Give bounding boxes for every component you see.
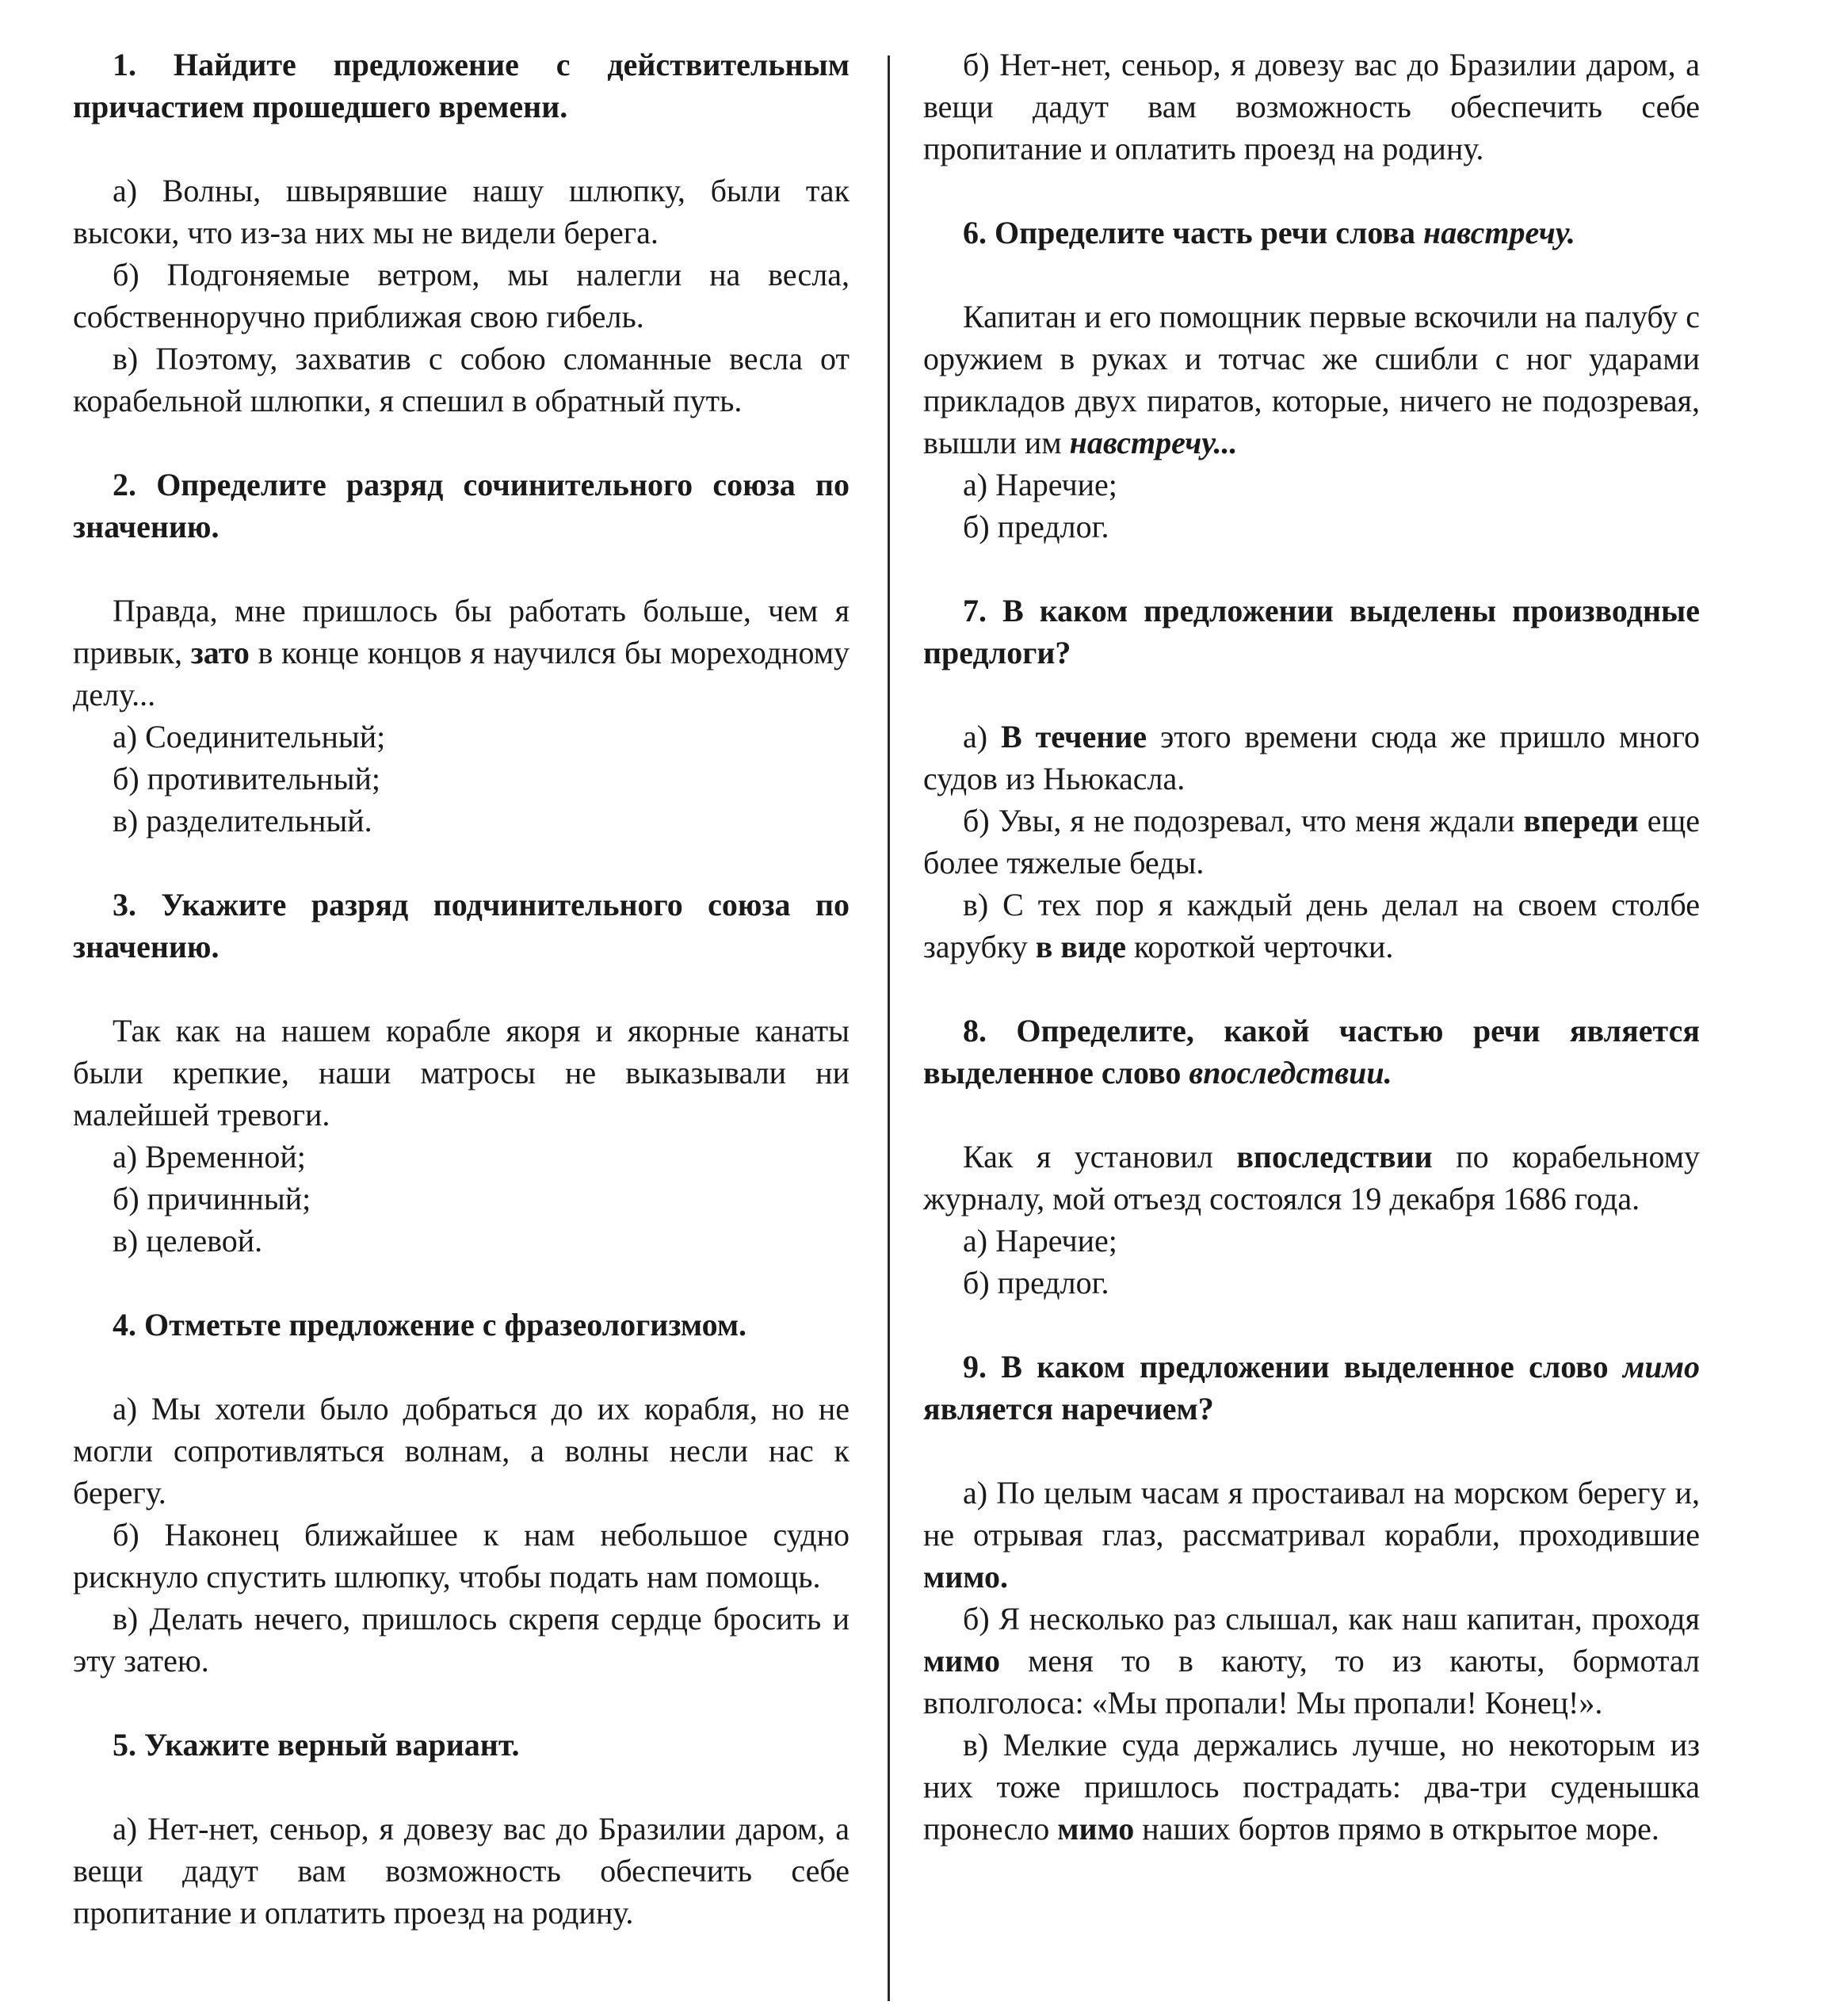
question-3-option-c: в) целевой. <box>113 1223 263 1258</box>
question-6-highlight: навстречу... <box>1069 425 1238 460</box>
question-2-option-b: б) противительный; <box>113 761 380 796</box>
question-6-title: 6. Определите часть речи слова навстречу. <box>963 215 1575 250</box>
right-column <box>923 44 1700 1850</box>
question-9-option-c: в) Мелкие суда держались лучше, но некоторым из них тоже пришлось пострадать: два-три суденышка пронесло мимо наших бортов прямо в открытое море. <box>923 1727 1700 1847</box>
question-5-option-a: а) Нет-нет, сеньор, я довезу вас до Бразилии даром, а вещи дадут вам возможность обеспечить себе пропитание и оплатить проезд на родину. <box>73 1811 850 1931</box>
left-column <box>73 44 850 1934</box>
question-1-option-a: а) Волны, швырявшие нашу шлюпку, были так высоки, что из-за них мы не видели берега. <box>73 173 850 250</box>
question-1-option-b: б) Подгоняемые ветром, мы налегли на весла, собственноручно приближая свою гибель. <box>73 257 850 334</box>
question-7-title: 7. В каком предложении выделены производные предлоги? <box>923 593 1700 670</box>
question-1-option-c: в) Поэтому, захватив с собою сломанные весла от корабельной шлюпки, я спешил в обратный путь. <box>73 341 850 418</box>
question-2-title: 2. Определите разряд сочинительного союза по значению. <box>73 467 850 544</box>
question-2-option-c: в) разделительный. <box>113 803 372 838</box>
question-3-title: 3. Укажите разряд подчинительного союза по значению. <box>73 887 850 964</box>
question-4-option-c: в) Делать нечего, пришлось скрепя сердце бросить и эту затею. <box>73 1601 850 1679</box>
question-7-option-b: б) Увы, я не подозревал, что меня ждали впереди еще более тяжелые беды. <box>923 803 1701 880</box>
question-3-text: Так как на нашем корабле якоря и якорные канаты были крепкие, наши матросы не выказывали ни малейшей тревоги. <box>73 1013 850 1132</box>
question-5-option-b: б) Нет-нет, сеньор, я довезу вас до Бразилии даром, а вещи дадут вам возможность обеспечить себе пропитание и оплатить проезд на родину. <box>923 47 1700 166</box>
question-9-option-b: б) Я несколько раз слышал, как наш капитан, проходя мимо меня то в каюту, то из каюты, бормотал вполголоса: «Мы пропали! Мы пропали! Конец!». <box>923 1601 1700 1721</box>
question-1-title: 1. Найдите предложение с действительным причастием прошедшего времени. <box>73 47 850 124</box>
question-3-option-b: б) причинный; <box>113 1181 311 1216</box>
question-4-title: 4. Отметьте предложение с фразеологизмом. <box>113 1307 747 1343</box>
question-6-text: Капитан и его помощник первые вскочили на палубу с оружием в руках и тотчас же сшибли с ног ударами прикладов двух пиратов, которые, ничего не подозревая, вышли им навстречу... <box>923 299 1700 460</box>
question-6-option-b: б) предлог. <box>963 509 1109 544</box>
question-9-option-a: а) По целым часам я простаивал на морском берегу и, не отрывая глаз, рассматривал корабли, проходившие мимо. <box>923 1475 1700 1595</box>
question-2-option-a: а) Соединительный; <box>113 719 386 754</box>
question-9-title: 9. В каком предложении выделенное слово мимо является наречием? <box>923 1349 1700 1427</box>
column-divider <box>888 55 890 2001</box>
question-7-option-a: а) В течение этого времени сюда же пришло много судов из Ньюкасла. <box>923 719 1701 796</box>
question-6-option-a: а) Наречие; <box>963 467 1117 502</box>
question-3-option-a: а) Временной; <box>113 1139 306 1174</box>
question-2-text: Правда, мне пришлось бы работать больше, чем я привык, зато в конце концов я научился бы мореходному делу... <box>73 593 850 712</box>
question-2-highlight: зато <box>190 635 250 670</box>
question-8-option-a: а) Наречие; <box>963 1223 1117 1258</box>
question-8-option-b: б) предлог. <box>963 1265 1109 1301</box>
question-7-option-c: в) С тех пор я каждый день делал на своем столбе зарубку в виде короткой черточки. <box>923 887 1700 964</box>
question-8-text: Как я установил впоследствии по корабельному журналу, мой отъезд состоялся 19 декабря 1686 года. <box>923 1139 1701 1216</box>
question-8-title: 8. Определите, какой частью речи является выделенное слово впоследствии. <box>923 1013 1700 1090</box>
question-4-option-b: б) Наконец ближайшее к нам небольшое судно рискнуло спустить шлюпку, чтобы подать нам помощь. <box>73 1517 850 1595</box>
question-5-title: 5. Укажите верный вариант. <box>113 1727 520 1763</box>
question-8-highlight: впоследствии <box>1236 1139 1433 1174</box>
question-4-option-a: а) Мы хотели было добраться до их корабля, но не могли сопротивляться волнам, а волны несли нас к берегу. <box>73 1391 850 1511</box>
